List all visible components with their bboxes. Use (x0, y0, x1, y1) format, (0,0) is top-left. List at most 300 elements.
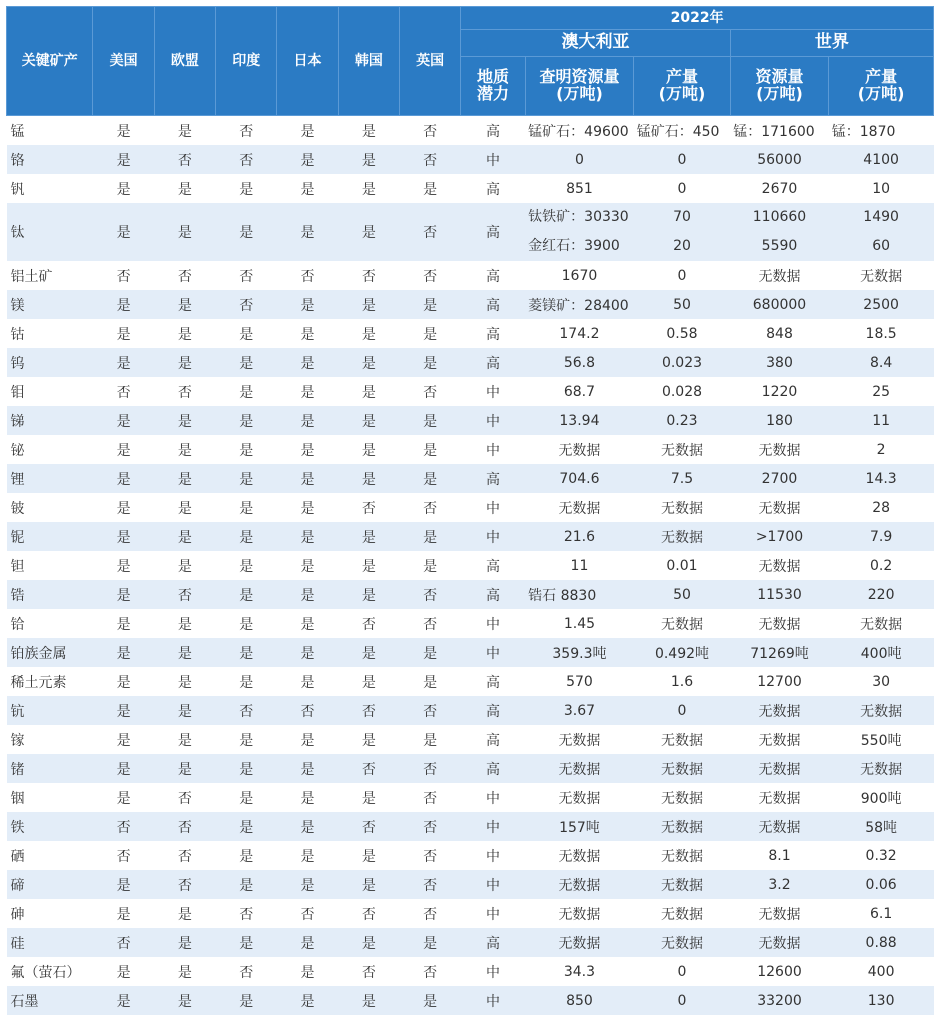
aus-reserve: 0 (525, 145, 634, 174)
flag-eu: 是 (154, 638, 215, 667)
header-country-eu: 欧盟 (154, 7, 215, 116)
aus-production: 无数据 (634, 522, 731, 551)
flag-india: 否 (239, 268, 254, 285)
world-reserve: 1220 (761, 383, 798, 400)
aus-production: 50 (634, 580, 731, 609)
world-reserve: 无数据 (730, 696, 829, 725)
flag-japan: 是 (277, 638, 338, 667)
flag-japan: 是 (300, 500, 315, 517)
flag-korea: 是 (361, 326, 376, 343)
flag-uk: 是 (423, 558, 438, 575)
flag-us: 是 (116, 558, 131, 575)
mineral-name: 石墨 (7, 986, 93, 1015)
header-world: 世界 (730, 30, 933, 57)
aus-reserve: 851 (566, 180, 593, 197)
header-country-india: 印度 (216, 7, 277, 116)
geo-potential: 中 (461, 812, 525, 841)
aus-production: 无数据 (660, 616, 703, 633)
world-reserve: 无数据 (758, 558, 801, 575)
flag-uk: 否 (400, 812, 461, 841)
flag-us: 是 (116, 790, 131, 807)
flag-uk: 否 (400, 145, 461, 174)
aus-production: 无数据 (660, 500, 703, 517)
flag-uk: 是 (400, 348, 461, 377)
flag-japan: 否 (300, 268, 315, 285)
flag-japan: 是 (300, 558, 315, 575)
flag-india: 是 (216, 638, 277, 667)
mineral-name: 钪 (7, 696, 93, 725)
table-row (7, 754, 934, 783)
aus-reserve: 704.6 (525, 464, 634, 493)
flag-korea: 是 (361, 790, 376, 807)
mineral-name: 锑 (7, 406, 93, 435)
flag-india: 是 (216, 522, 277, 551)
geo-potential: 高 (485, 732, 500, 749)
flag-japan: 是 (300, 674, 315, 691)
mineral-name: 锰 (10, 123, 25, 140)
aus-reserve: 无数据 (525, 928, 634, 957)
flag-india: 是 (216, 928, 277, 957)
header-country-korea: 韩国 (338, 7, 399, 116)
world-production: 0.32 (865, 847, 897, 864)
flag-japan: 是 (277, 406, 338, 435)
flag-eu: 否 (177, 384, 192, 401)
world-reserve: 3.2 (730, 870, 829, 899)
flag-uk: 是 (423, 326, 438, 343)
flag-uk: 否 (423, 123, 438, 140)
world-production: 锰：1870 (831, 123, 896, 140)
mineral-name: 锆 (7, 580, 93, 609)
geo-potential: 中 (461, 145, 525, 174)
flag-us: 是 (116, 181, 131, 198)
mineral-name: 镓 (10, 732, 25, 749)
mineral-name: 氟（萤石） (10, 964, 81, 981)
flag-japan: 是 (277, 754, 338, 783)
world-reserve: 无数据 (758, 616, 801, 633)
aus-reserve: 无数据 (558, 732, 601, 749)
flag-eu: 否 (154, 145, 215, 174)
aus-reserve: 锰矿石：49600 (528, 123, 629, 140)
flag-japan: 是 (277, 522, 338, 551)
flag-india: 是 (239, 326, 254, 343)
aus-production: 0 (634, 145, 731, 174)
flag-uk: 是 (423, 442, 438, 459)
aus-reserve: 无数据 (558, 906, 601, 923)
flag-uk: 是 (400, 464, 461, 493)
flag-uk: 是 (400, 986, 461, 1015)
flag-india: 是 (239, 674, 254, 691)
world-reserve: >1700 (730, 522, 829, 551)
flag-us: 是 (116, 123, 131, 140)
flag-us: 是 (116, 442, 131, 459)
aus-reserve: 无数据 (558, 790, 601, 807)
flag-uk: 否 (423, 616, 438, 633)
aus-reserve: 无数据 (525, 754, 634, 783)
flag-japan: 是 (277, 580, 338, 609)
flag-uk: 否 (400, 870, 461, 899)
aus-production: 0 (677, 963, 687, 980)
flag-eu: 是 (177, 616, 192, 633)
geo-potential: 中 (485, 384, 500, 401)
header-aus-production: 产量 (万吨) (634, 57, 731, 116)
flag-korea: 是 (338, 145, 399, 174)
flag-korea: 否 (338, 696, 399, 725)
aus-reserve: 无数据 (558, 442, 601, 459)
world-reserve: 71269吨 (730, 638, 829, 667)
table-row (7, 957, 934, 986)
flag-us: 是 (93, 696, 154, 725)
aus-reserve: 锆石 8830 (525, 580, 634, 609)
geo-potential: 高 (485, 326, 500, 343)
table-row (7, 406, 934, 435)
flag-us: 是 (93, 348, 154, 377)
flag-korea: 否 (361, 268, 376, 285)
flag-japan: 是 (300, 442, 315, 459)
geo-potential: 中 (461, 406, 525, 435)
geo-potential: 高 (485, 181, 500, 198)
aus-reserve: 157吨 (525, 812, 634, 841)
flag-india: 否 (239, 906, 254, 923)
flag-japan: 是 (300, 384, 315, 401)
flag-us: 是 (116, 964, 131, 981)
flag-eu: 是 (177, 558, 192, 575)
aus-production: 0 (677, 267, 687, 284)
flag-uk: 否 (423, 268, 438, 285)
flag-japan: 是 (300, 964, 315, 981)
table-row (7, 783, 934, 812)
flag-india: 是 (216, 580, 277, 609)
flag-india: 是 (239, 500, 254, 517)
flag-japan: 是 (277, 812, 338, 841)
flag-uk: 否 (400, 580, 461, 609)
aus-reserve: 1.45 (563, 615, 596, 632)
world-reserve: 8.1 (768, 847, 791, 864)
flag-korea: 是 (338, 464, 399, 493)
geo-potential: 中 (485, 442, 500, 459)
mineral-name: 钽 (10, 558, 25, 575)
flag-uk: 否 (400, 754, 461, 783)
geo-potential: 中 (485, 906, 500, 923)
flag-eu: 是 (154, 522, 215, 551)
table-row (7, 580, 934, 609)
flag-korea: 否 (361, 616, 376, 633)
table-row (7, 696, 934, 725)
world-production: 无数据 (829, 696, 934, 725)
aus-reserve: 56.8 (525, 348, 634, 377)
flag-korea: 否 (361, 500, 376, 517)
geo-potential: 高 (485, 674, 500, 691)
flag-us: 是 (93, 203, 154, 261)
mineral-name: 碲 (7, 870, 93, 899)
aus-reserve: 11 (570, 557, 589, 574)
flag-us: 否 (93, 928, 154, 957)
flag-india: 是 (239, 384, 254, 401)
flag-eu: 否 (177, 848, 192, 865)
table-row (7, 522, 934, 551)
flag-eu: 是 (154, 406, 215, 435)
table-row (7, 899, 934, 928)
table-row (7, 638, 934, 667)
table-row (7, 667, 934, 696)
flag-india: 是 (216, 986, 277, 1015)
flag-india: 是 (216, 203, 277, 261)
flag-india: 是 (216, 406, 277, 435)
flag-us: 是 (93, 464, 154, 493)
table-row (7, 290, 934, 319)
flag-japan: 是 (300, 848, 315, 865)
flag-korea: 是 (361, 674, 376, 691)
table-header (7, 7, 934, 116)
flag-korea: 否 (361, 964, 376, 981)
flag-india: 否 (216, 696, 277, 725)
flag-india: 是 (216, 812, 277, 841)
aus-production: 无数据 (660, 906, 703, 923)
world-reserve: 2700 (730, 464, 829, 493)
world-production: 11 (829, 406, 934, 435)
flag-eu: 是 (177, 906, 192, 923)
aus-production: 0 (677, 180, 687, 197)
mineral-name: 铍 (10, 500, 25, 517)
table-row (7, 551, 934, 580)
world-production: 无数据 (860, 616, 903, 633)
flag-us: 是 (116, 732, 131, 749)
flag-us: 是 (93, 638, 154, 667)
flag-eu: 否 (154, 580, 215, 609)
geo-potential: 高 (461, 203, 525, 261)
flag-japan: 是 (277, 145, 338, 174)
flag-korea: 是 (338, 638, 399, 667)
mineral-name: 钨 (7, 348, 93, 377)
flag-eu: 是 (154, 986, 215, 1015)
aus-reserve: 174.2 (559, 325, 600, 342)
flag-korea: 是 (338, 522, 399, 551)
world-reserve: 56000 (730, 145, 829, 174)
flag-japan: 是 (277, 870, 338, 899)
flag-uk: 是 (400, 522, 461, 551)
aus-reserve: 68.7 (563, 383, 596, 400)
geo-potential: 中 (485, 500, 500, 517)
flag-uk: 是 (400, 638, 461, 667)
flag-japan: 是 (277, 203, 338, 261)
flag-korea: 是 (338, 406, 399, 435)
aus-production: 锰矿石：450 (636, 123, 720, 140)
aus-reserve: 钛铁矿：30330 金红石：3900 (525, 203, 634, 261)
flag-us: 是 (93, 754, 154, 783)
world-reserve: 无数据 (730, 928, 829, 957)
flag-eu: 是 (177, 964, 192, 981)
mineral-name: 钛 (7, 203, 93, 261)
flag-uk: 是 (423, 181, 438, 198)
flag-india: 是 (216, 464, 277, 493)
world-reserve: 无数据 (758, 906, 801, 923)
flag-us: 否 (116, 848, 131, 865)
flag-uk: 否 (400, 696, 461, 725)
world-reserve: 无数据 (758, 790, 801, 807)
flag-india: 是 (239, 442, 254, 459)
flag-japan: 是 (300, 326, 315, 343)
flag-us: 是 (116, 906, 131, 923)
flag-korea: 是 (361, 123, 376, 140)
table-row (7, 841, 934, 870)
flag-japan: 是 (300, 732, 315, 749)
world-reserve: 2670 (761, 180, 798, 197)
aus-production: 0 (634, 696, 731, 725)
flag-india: 是 (239, 181, 254, 198)
table-row (7, 986, 934, 1015)
world-reserve: 无数据 (730, 754, 829, 783)
flag-eu: 是 (154, 754, 215, 783)
flag-us: 是 (116, 616, 131, 633)
mineral-name: 铂族金属 (7, 638, 93, 667)
flag-eu: 是 (177, 326, 192, 343)
flag-us: 是 (93, 145, 154, 174)
flag-uk: 否 (423, 906, 438, 923)
mineral-name: 铁 (7, 812, 93, 841)
flag-japan: 是 (300, 181, 315, 198)
geo-potential: 高 (485, 558, 500, 575)
flag-eu: 否 (177, 268, 192, 285)
flag-uk: 是 (400, 928, 461, 957)
aus-production: 无数据 (660, 790, 703, 807)
world-production: 7.9 (829, 522, 934, 551)
world-reserve: 12700 (757, 673, 802, 690)
geo-potential: 高 (461, 348, 525, 377)
flag-india: 是 (239, 616, 254, 633)
aus-production: 70 20 (634, 203, 731, 261)
world-reserve: 11530 (730, 580, 829, 609)
aus-production: 0.58 (666, 325, 698, 342)
aus-reserve: 850 (525, 986, 634, 1015)
flag-us: 是 (93, 870, 154, 899)
flag-japan: 否 (277, 696, 338, 725)
mineral-name: 铬 (7, 145, 93, 174)
mineral-name: 镁 (7, 290, 93, 319)
world-reserve: 无数据 (758, 442, 801, 459)
world-production: 1490 60 (829, 203, 934, 261)
header-country-japan: 日本 (277, 7, 338, 116)
header-country-uk: 英国 (400, 7, 461, 116)
flag-us: 是 (93, 580, 154, 609)
aus-reserve: 无数据 (558, 500, 601, 517)
flag-uk: 否 (423, 384, 438, 401)
aus-production: 50 (634, 290, 731, 319)
table-row (7, 348, 934, 377)
flag-japan: 是 (300, 123, 315, 140)
flag-uk: 否 (423, 790, 438, 807)
flag-eu: 是 (154, 348, 215, 377)
flag-uk: 是 (423, 674, 438, 691)
flag-korea: 是 (361, 442, 376, 459)
world-production: 400 (867, 963, 895, 980)
flag-japan: 是 (277, 928, 338, 957)
flag-eu: 否 (154, 812, 215, 841)
flag-uk: 否 (400, 203, 461, 261)
world-production: 无数据 (860, 268, 903, 285)
aus-reserve: 21.6 (525, 522, 634, 551)
flag-korea: 是 (338, 928, 399, 957)
flag-eu: 否 (154, 870, 215, 899)
flag-us: 否 (93, 812, 154, 841)
header-year: 2022年 (461, 7, 934, 30)
flag-us: 是 (116, 674, 131, 691)
table-row (7, 203, 934, 261)
geo-potential: 中 (461, 870, 525, 899)
mineral-name: 铝土矿 (10, 268, 53, 285)
flag-eu: 是 (154, 203, 215, 261)
world-production: 18.5 (865, 325, 897, 342)
flag-us: 是 (93, 986, 154, 1015)
flag-eu: 是 (177, 674, 192, 691)
flag-india: 否 (239, 123, 254, 140)
flag-eu: 否 (177, 790, 192, 807)
mineral-name: 硅 (7, 928, 93, 957)
flag-japan: 是 (277, 464, 338, 493)
critical-minerals-table (6, 6, 934, 1015)
header-country-us: 美国 (93, 7, 154, 116)
world-production: 400吨 (829, 638, 934, 667)
world-production: 10 (872, 180, 891, 197)
geo-potential: 中 (485, 790, 500, 807)
aus-production: 0 (634, 986, 731, 1015)
geo-potential: 中 (461, 638, 525, 667)
table-row (7, 174, 934, 203)
mineral-name: 铋 (10, 442, 25, 459)
mineral-name: 稀土元素 (10, 674, 67, 691)
world-reserve: 680000 (730, 290, 829, 319)
flag-eu: 是 (177, 500, 192, 517)
world-reserve: 无数据 (730, 812, 829, 841)
mineral-name: 硒 (10, 848, 25, 865)
geo-potential: 中 (461, 986, 525, 1015)
world-production: 0.2 (869, 557, 893, 574)
flag-eu: 是 (154, 290, 215, 319)
mineral-name: 铌 (7, 522, 93, 551)
aus-production: 无数据 (660, 732, 703, 749)
flag-uk: 否 (423, 500, 438, 517)
flag-korea: 否 (361, 906, 376, 923)
flag-korea: 是 (338, 870, 399, 899)
world-production: 0.88 (829, 928, 934, 957)
world-reserve: 12600 (757, 963, 802, 980)
aus-reserve: 1670 (561, 267, 598, 284)
flag-us: 是 (93, 290, 154, 319)
world-reserve: 848 (766, 325, 793, 342)
flag-us: 是 (93, 406, 154, 435)
flag-us: 是 (116, 500, 131, 517)
world-production: 220 (829, 580, 934, 609)
aus-production: 无数据 (634, 928, 731, 957)
world-production: 900吨 (860, 790, 902, 807)
flag-india: 否 (216, 145, 277, 174)
aus-production: 无数据 (634, 870, 731, 899)
flag-japan: 是 (300, 790, 315, 807)
aus-production: 无数据 (634, 812, 731, 841)
geo-potential: 高 (461, 754, 525, 783)
flag-korea: 否 (338, 754, 399, 783)
aus-reserve: 无数据 (558, 848, 601, 865)
world-production: 58吨 (829, 812, 934, 841)
flag-japan: 是 (300, 616, 315, 633)
header-geo-potential: 地质 潜力 (461, 57, 525, 116)
flag-korea: 是 (361, 848, 376, 865)
flag-korea: 是 (338, 580, 399, 609)
world-production: 28 (872, 499, 891, 516)
flag-korea: 否 (338, 812, 399, 841)
flag-eu: 是 (154, 928, 215, 957)
geo-potential: 中 (485, 616, 500, 633)
world-production: 0.06 (829, 870, 934, 899)
aus-reserve: 菱镁矿：28400 (525, 290, 634, 319)
